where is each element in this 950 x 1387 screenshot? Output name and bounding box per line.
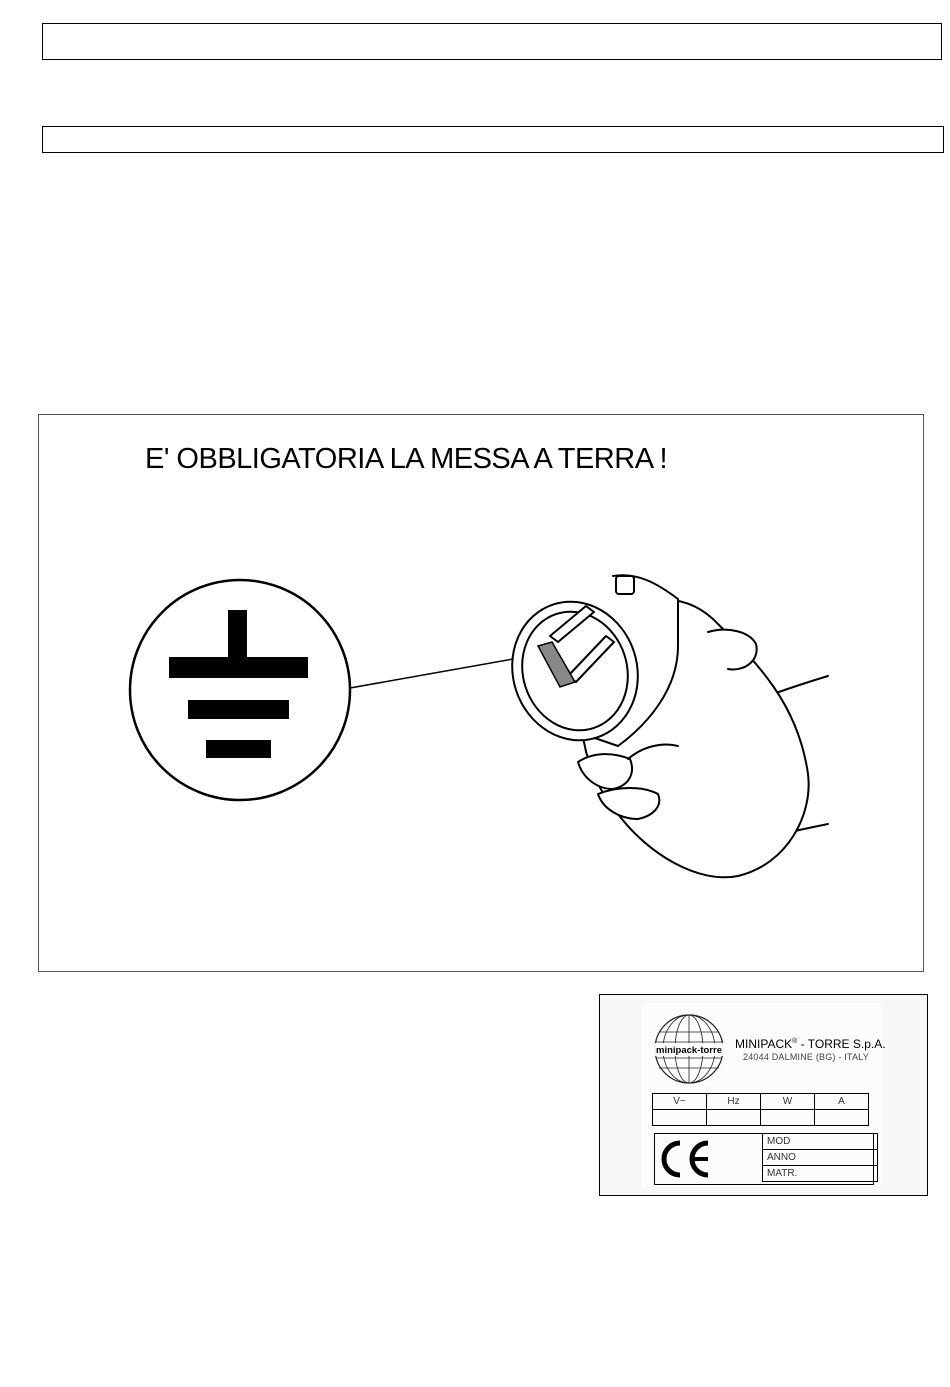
rating-header-watt: W (761, 1094, 815, 1110)
header-box-2 (42, 126, 944, 153)
earthing-warning-title: E' OBBLIGATORIA LA MESSA A TERRA ! (145, 443, 668, 475)
plug-in-hand-illustration (494, 575, 828, 877)
rating-header-amp: A (815, 1094, 869, 1110)
header-box-1 (42, 23, 942, 60)
rating-value-cell (815, 1110, 869, 1126)
globe-logo-icon (652, 1012, 726, 1086)
field-year-label: ANNO (763, 1150, 878, 1166)
pointer-line (350, 656, 530, 688)
company-address: 24044 DALMINE (BG) - ITALY (743, 1052, 869, 1062)
identification-table (762, 1133, 878, 1182)
company-name: MINIPACK® - TORRE S.p.A. (735, 1037, 886, 1051)
logo-wordmark: minipack-torre (656, 1045, 722, 1056)
earthing-illustration (38, 414, 924, 972)
rating-value-cell (761, 1110, 815, 1126)
rating-value-cell (707, 1110, 761, 1126)
rating-header-volt: V~ (653, 1094, 707, 1110)
field-serial-label: MATR. (763, 1166, 878, 1182)
ground-symbol-icon (130, 580, 350, 800)
ce-mark-icon (656, 1137, 716, 1181)
field-model-label: MOD (763, 1134, 878, 1150)
electrical-rating-table (652, 1093, 869, 1126)
rating-header-hz: Hz (707, 1094, 761, 1110)
rating-value-cell (653, 1110, 707, 1126)
